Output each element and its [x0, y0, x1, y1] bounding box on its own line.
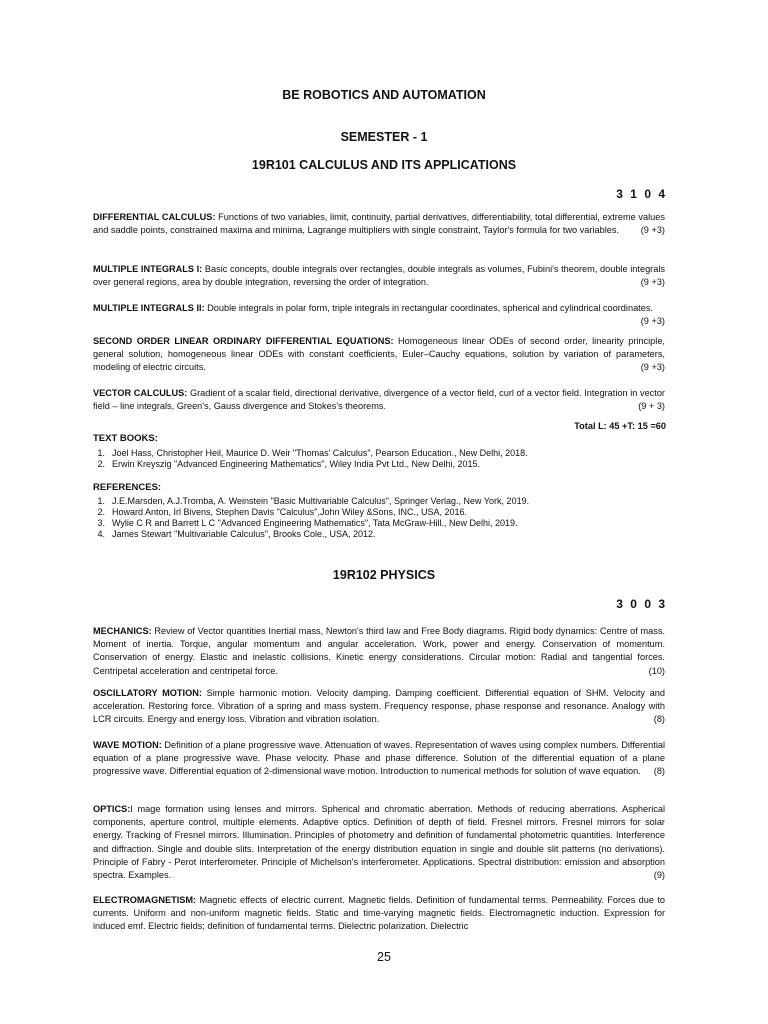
references-list — [93, 496, 665, 540]
course-title: 19R101 CALCULUS AND ITS APPLICATIONS — [251, 158, 517, 172]
unit-text: Basic concepts, double integrals over rectangles, double integrals as volumes, Fubini's theorem, double integrals over general regions, area by double integration, reversing the order of integration. — [93, 264, 665, 288]
unit-paragraph — [93, 211, 665, 237]
unit-title: SECOND ORDER LINEAR ORDINARY DIFFERENTIAL EQUATIONS: — [93, 336, 394, 346]
course-credits: 3 0 0 3 — [616, 597, 667, 611]
unit-hours: (10) — [648, 665, 665, 676]
list-item: 1. J.E.Marsden, A.J.Tromba, A. Weinstein "Basic Multivariable Calculus", Springer Verlag., New York, 2019. — [97, 496, 530, 506]
unit-text: Definition of a plane progressive wave. Attenuation of waves. Representation of waves using complex numbers. Differential equation of a plane progressive wave. Phase velocity. Phase and phase difference. Solution of the differential equation of a plane progressive wave. Differential equation of 2-dimensional wave motion. Introduction to numerical methods for solution of wave equation. — [93, 740, 666, 777]
unit-title: VECTOR CALCULUS: — [93, 388, 188, 398]
unit-paragraph — [93, 894, 665, 934]
list-item: 4. James Stewart "Multivariable Calculus", Brooks Cole., USA, 2012. — [97, 529, 376, 539]
unit-text: Simple harmonic motion. Velocity damping. Damping coefficient. Differential equation of SHM. Velocity and acceleration. Restoring force. Vibration of a spring and mass system. Frequency response, phase response and resonance. Analogy with LCR circuits. Energy and energy loss. Vibration and vibration isolation. — [93, 688, 666, 725]
total-hours: Total L: 45 +T: 15 =60 — [574, 421, 666, 431]
unit-title: WAVE MOTION: — [93, 740, 162, 750]
unit-paragraph — [93, 387, 665, 413]
unit-hours: (9 +3) — [640, 316, 665, 327]
unit-hours: (9 +3) — [640, 362, 665, 373]
unit-title: OSCILLATORY MOTION: — [93, 688, 202, 698]
unit-paragraph — [93, 335, 665, 375]
unit-title: MULTIPLE INTEGRALS I: — [93, 264, 203, 274]
unit-title: ELECTROMAGNETISM: — [93, 895, 197, 905]
unit-hours: (9 +3) — [640, 277, 665, 288]
unit-paragraph — [93, 803, 665, 882]
unit-title: MECHANICS: — [93, 626, 152, 636]
unit-title: MULTIPLE INTEGRALS II: — [93, 303, 205, 313]
programme-title: BE ROBOTICS AND AUTOMATION — [282, 88, 486, 102]
unit-hours: (9 + 3) — [638, 401, 665, 412]
semester-title: SEMESTER - 1 — [340, 130, 428, 144]
references-heading: REFERENCES: — [93, 482, 162, 493]
unit-text: Magnetic effects of electric current. Magnetic fields. Definition of fundamental terms. Permeability. Forces due to currents. Uniform and non-uniform magnetic fields. Static and time-varying magnetic fields. Electromagnetic induction. Expression for induced emf. Electric fields; definition of fundamental terms. Dielectric polarization. Dielectric — [93, 895, 665, 932]
unit-hours: (9) — [653, 870, 665, 881]
unit-hours: (8) — [653, 766, 665, 777]
unit-title: OPTICS: — [93, 804, 131, 814]
course-title: 19R102 PHYSICS — [332, 568, 436, 582]
unit-text: Review of Vector quantities Inertial mass, Newton's third law and Free Body diagrams. Rigid body dynamics: Centre of mass. Moment of inertia. Torque, angular momentum and angular acceleration. Work, power and energy. Conservation of momentum. Conservation of energy. Elastic and inelastic collisions. Kinetic energy considerations. Circular motion: Radial and tangential forces. Centripetal acceleration and centripetal force. — [93, 626, 665, 676]
unit-paragraph — [93, 625, 665, 678]
unit-hours: (8) — [653, 714, 665, 725]
unit-paragraph — [93, 739, 665, 779]
unit-text: Gradient of a scalar field, directional derivative, divergence of a vector field, curl of a vector field. Integration in vector field – line integrals, Green's, Gauss divergence and Stokes's theorems. — [93, 388, 665, 412]
unit-text: I mage formation using lenses and mirrors. Spherical and chromatic aberration. Methods of reducing aberrations. Aspherical components, aperture control, multiple elements. Adaptive optics. Definition of depth of field. Fresnel mirrors. Fresnel mirrors for solar energy. Tracking of Fresnel mirrors. Illumination. Principles of photometry and definition of fundamental photometric quantities. Interference and diffraction. Single and double slits. Interpretation of the energy distribution equation in single and double slit patterns (no derivations). Principle of Fabry - Perot interferometer. Principle of Michelson's interferometer. Applications. Spectral distribution: emission and absorption spectra. Examples. — [93, 804, 665, 881]
unit-paragraph — [93, 687, 665, 727]
unit-paragraph — [93, 263, 665, 289]
course-credits: 3 1 0 4 — [616, 187, 667, 201]
list-item: 2. Howard Anton, Irl Bivens, Stephen Davis "Calculus",John Wiley &Sons, INC., USA, 2016. — [97, 507, 468, 517]
list-item: 2. Erwin Kreyszig "Advanced Engineering Mathematics", Wiley India Pvt Ltd., New Delhi, 2015. — [97, 459, 481, 469]
page-number: 25 — [377, 950, 391, 964]
unit-text: Double integrals in polar form, triple integrals in rectangular coordinates, spherical and cylindrical coordinates. — [204, 303, 653, 313]
list-item: 1. Joel Hass, Christopher Heil, Maurice D. Weir "Thomas' Calculus", Pearson Education., New Delhi, 2018. — [97, 448, 528, 458]
unit-hours: (9 +3) — [640, 225, 665, 236]
textbooks-list — [93, 448, 665, 470]
unit-title: DIFFERENTIAL CALCULUS: — [93, 212, 216, 222]
unit-paragraph — [93, 302, 665, 328]
unit-text: Functions of two variables, limit, continuity, partial derivatives, differentiability, total differential, extreme values and saddle points, constrained maxima and minima, Lagrange multipliers with single constraint, Taylor's formula for two variables. — [93, 212, 665, 236]
unit-text: Homogeneous linear ODEs of second order, linearity principle, general solution, homogeneous linear ODEs with constant coefficients, Euler–Cauchy equations, solution by variation of parameters, modeling of electric circuits. — [93, 336, 665, 373]
textbooks-heading: TEXT BOOKS: — [93, 433, 158, 444]
list-item: 3. Wylie C R and Barrett L C "Advanced Engineering Mathematics", Tata McGraw-Hill., New Delhi, 2019. — [97, 518, 518, 528]
